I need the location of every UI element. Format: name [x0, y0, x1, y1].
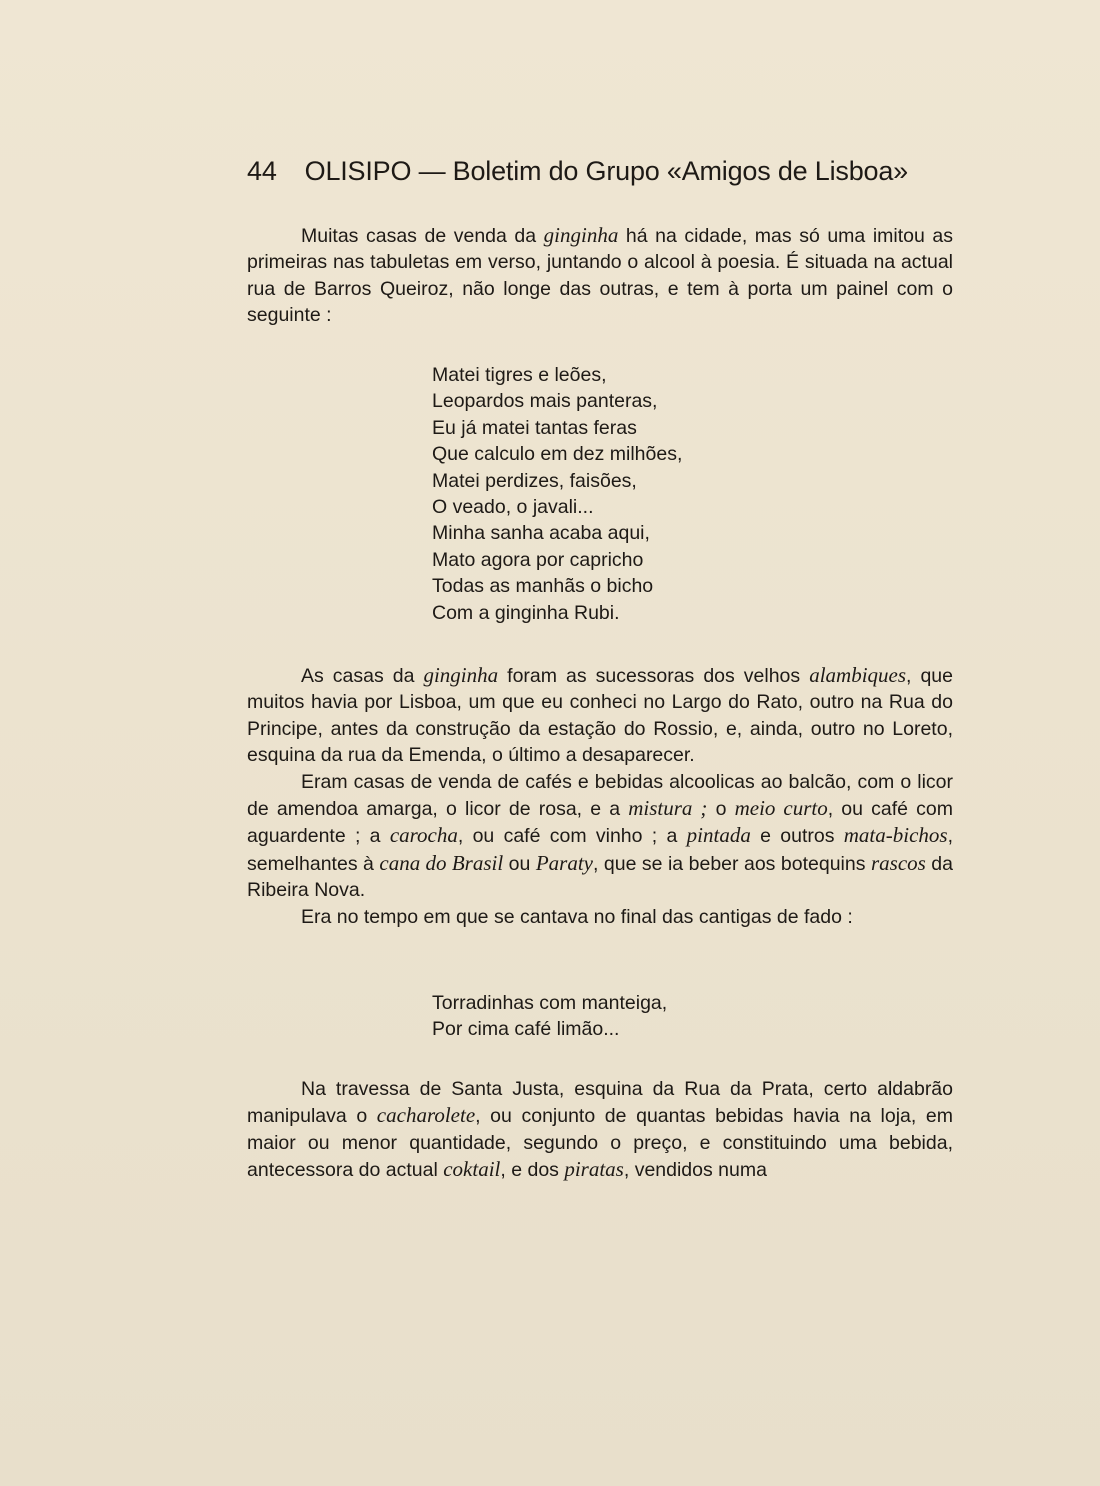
text-run: Na travessa de Santa Justa, esquina da Rua da Prata, certo aldabrão manipulava o: [247, 1078, 953, 1128]
text-block-2: [247, 662, 953, 930]
text-run: Muitas casas de venda da: [301, 225, 544, 247]
verse-line: Todas as manhãs o bicho: [432, 575, 654, 598]
text-run: ou: [503, 852, 536, 875]
italic-term: ginginha: [543, 223, 619, 247]
italic-term: rascos: [870, 850, 926, 875]
text-run: foram as sucessoras dos velhos: [498, 665, 810, 687]
text-block-3: [247, 1076, 953, 1184]
text-run: , ou conjunto de quantas bebidas havia na loja, em maior ou menor quantidade, segundo o preço, e constituindo uma bebida, antecessora do actual: [247, 1105, 953, 1182]
verse-line: Eu já matei tantas feras: [432, 416, 637, 439]
text-block-1: [247, 222, 953, 329]
italic-term: pintada: [686, 823, 751, 848]
verse-line: O veado, o javali...: [432, 496, 594, 519]
text-run: , vendidos numa: [623, 1159, 767, 1182]
verse-line: Com a ginginha Rubi.: [432, 601, 620, 624]
text-run: , semelhantes à: [247, 825, 954, 875]
paragraph-2: [247, 662, 953, 769]
text-run: , que muitos havia por Lisboa, um que eu conheci no Largo do Rato, outro na Rua do Principe, antes da construção da estação do Rossio, e, ainda, outro no Loreto, esquina da rua da Emenda, o último a desaparecer.: [247, 665, 953, 767]
text-run: Eram casas de venda de cafés e bebidas alcoolicas ao balcão, com o licor de amendoa amarga, o licor de rosa, e a: [247, 770, 953, 821]
italic-term: cacharolete: [376, 1103, 476, 1128]
running-title: OLISIPO — Boletim do Grupo «Amigos de Lisboa»: [304, 156, 908, 186]
text-run: , ou café com aguardente ; a: [247, 798, 953, 848]
italic-term: coktail: [443, 1157, 501, 1182]
italic-term: Paraty: [535, 850, 593, 875]
verse-line: Que calculo em dez milhões,: [432, 443, 683, 466]
italic-term: ginginha: [423, 663, 499, 687]
italic-term: carocha: [389, 823, 458, 848]
verse-1: [432, 362, 682, 626]
italic-term: cana do Brasil: [379, 850, 504, 875]
italic-term: meio curto: [734, 796, 828, 821]
text-run: , que se ia beber aos botequins: [592, 852, 871, 875]
verse-line: Leopardos mais panteras,: [432, 390, 658, 413]
verse-line: Mato agora por capricho: [432, 548, 644, 571]
text-run: , ou café com vinho ; a: [457, 825, 687, 848]
text-run: o: [707, 798, 735, 821]
text-run: As casas da: [301, 665, 424, 687]
verse-line: Por cima café limão...: [432, 1018, 620, 1041]
verse-2: [432, 990, 667, 1043]
italic-term: alambiques: [809, 663, 907, 687]
verse-line: Matei perdizes, faisões,: [432, 469, 637, 492]
text-run: e outros: [750, 825, 844, 848]
paragraph-1: [247, 222, 953, 329]
verse-line: Torradinhas com manteiga,: [432, 992, 668, 1014]
verse-line: Minha sanha acaba aqui,: [432, 522, 650, 545]
italic-term: mata-bichos: [843, 823, 948, 848]
paragraph-3: [247, 769, 953, 904]
paragraph-5: [247, 1076, 953, 1184]
page-number: 44: [247, 156, 277, 186]
italic-term: piratas: [564, 1157, 624, 1182]
verse-line: Matei tigres e leões,: [432, 364, 607, 386]
running-header: [247, 154, 947, 188]
italic-term: mistura ;: [628, 796, 708, 821]
text-run: , e dos: [500, 1159, 565, 1182]
paragraph-4: Era no tempo em que se cantava no final das cantigas de fado :: [301, 905, 853, 928]
text-run: da Ribeira Nova.: [247, 852, 953, 902]
text-run: há na cidade, mas só uma imitou as primeiras nas tabuletas em verso, juntando o alcool à poesia. É situada na actual rua de Barros Queiroz, não longe das outras, e tem à porta um painel com o seguinte :: [247, 225, 953, 327]
